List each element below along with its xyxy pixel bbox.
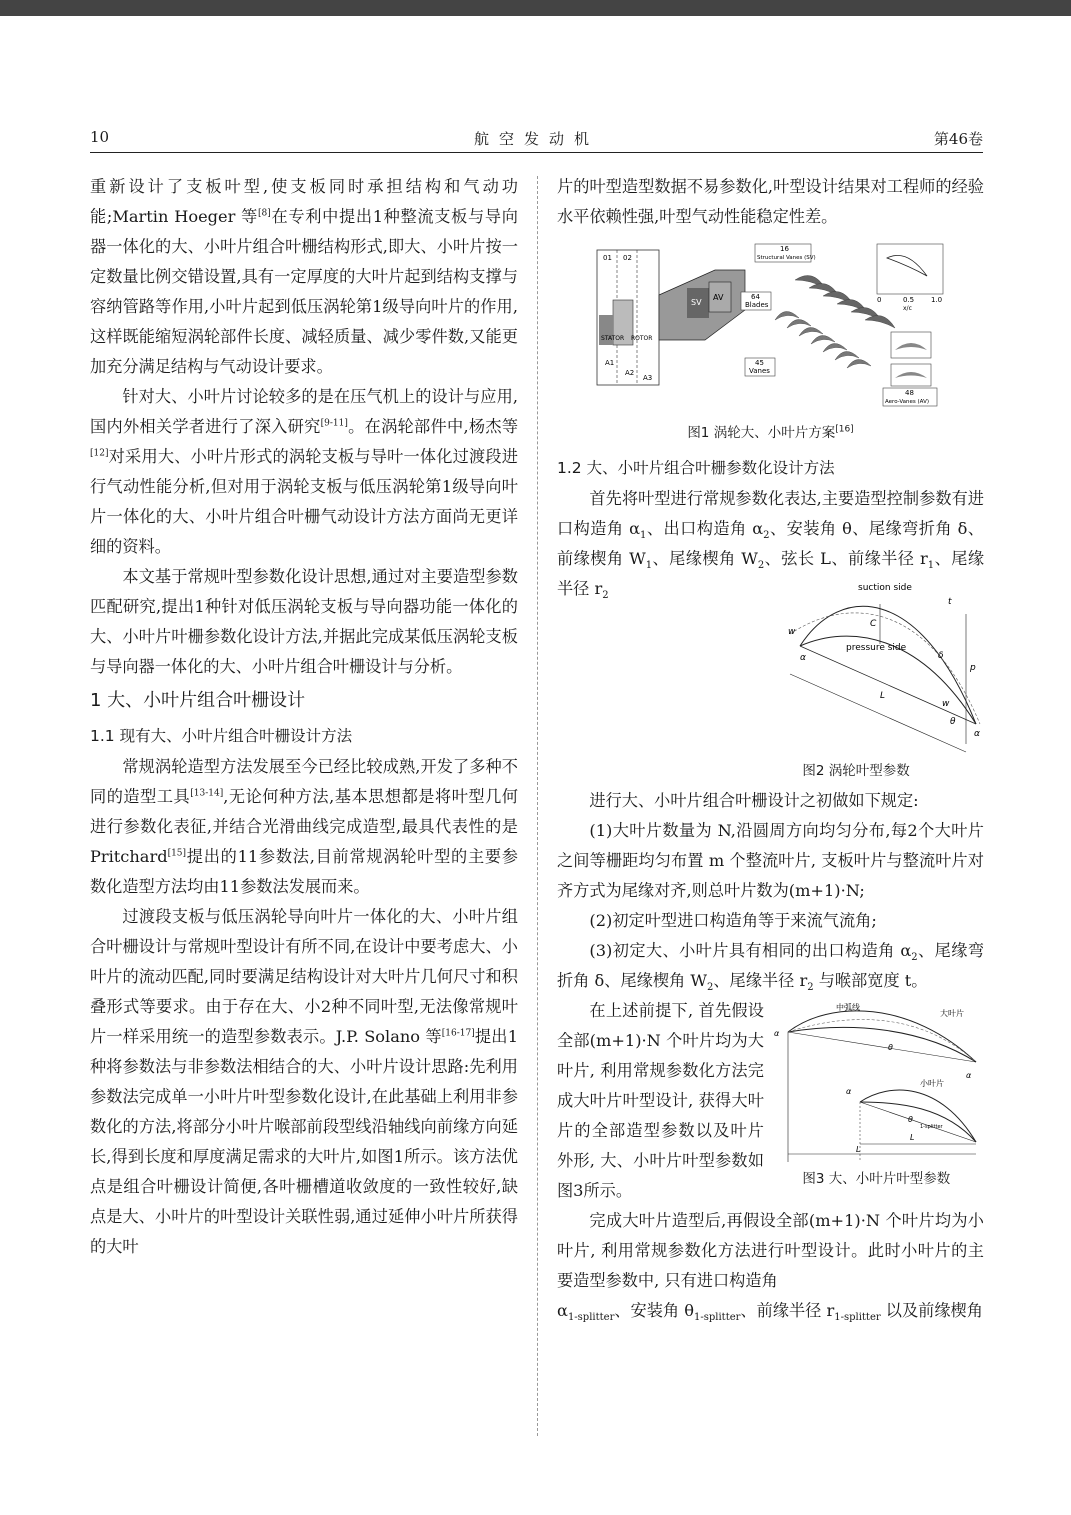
figure-3-drawing bbox=[770, 1002, 984, 1162]
figure-2-drawing bbox=[770, 574, 984, 754]
svg-text:α: α bbox=[800, 653, 806, 663]
svg-text:α: α bbox=[774, 1029, 780, 1038]
svg-text:A2: A2 bbox=[625, 369, 635, 377]
figure-3 bbox=[770, 1002, 984, 1194]
svg-text:α: α bbox=[846, 1087, 852, 1096]
svg-text:45: 45 bbox=[755, 359, 764, 367]
svg-text:θ: θ bbox=[888, 1043, 893, 1052]
top-scan-bar bbox=[0, 0, 1071, 16]
paragraph: (3)初定大、小叶片具有相同的出口构造角 $\alpha_2$、尾缘弯折角 δ、尾缘楔角 $W_2$、尾缘半径 $r_2$ 与喉部宽度 t。 bbox=[557, 941, 985, 994]
svg-text:pressure side: pressure side bbox=[846, 643, 907, 653]
svg-text:16: 16 bbox=[780, 245, 789, 253]
svg-text:STATOR: STATOR bbox=[601, 335, 625, 342]
subsection-heading: 1.2 大、小叶片组合叶栅参数化设计方法 bbox=[557, 459, 835, 477]
svg-text:0: 0 bbox=[877, 296, 882, 304]
svg-text:Structural Vanes (SV): Structural Vanes (SV) bbox=[757, 255, 816, 261]
svg-text:suction side: suction side bbox=[858, 583, 912, 593]
svg-text:C: C bbox=[870, 619, 877, 629]
page-number: 10 bbox=[90, 128, 110, 146]
svg-text:中弧线: 中弧线 bbox=[836, 1003, 860, 1012]
column-divider bbox=[537, 176, 538, 1436]
figure-3-caption: 图3 大、小叶片叶型参数 bbox=[802, 1171, 951, 1187]
paragraph: 针对大、小叶片讨论较多的是在压气机上的设计与应用,国内外相关学者进行了深入研究[9-11]。在涡轮部件中,杨杰等[12]对采用大、小叶片形式的涡轮支板与导叶一体化过渡段进行气动性能分析,但对用于涡轮支板与低压涡轮第1级导向叶片一体化的大、小叶片组合叶栅气动设计方法方面尚无更详细的资料。 bbox=[90, 387, 519, 556]
paragraph: 常规涡轮造型方法发展至今已经比较成熟,开发了多种不同的造型工具[13-14],无论何种方法,基本思想都是将叶型几何进行参数化表征,并结合光滑曲线完成造型,最具代表性的是 Pritchard[15]提出的11参数法,目前常规涡轮叶型的主要参数化造型方法均由11参数法发展而来。 bbox=[90, 757, 518, 896]
svg-text:L: L bbox=[856, 1145, 861, 1154]
svg-text:L: L bbox=[880, 691, 886, 701]
svg-text:01: 01 bbox=[603, 254, 612, 262]
svg-text:L: L bbox=[910, 1133, 915, 1142]
svg-text:t: t bbox=[948, 597, 952, 607]
svg-text:x/c: x/c bbox=[903, 305, 912, 312]
section-heading: 1 大、小叶片组合叶栅设计 bbox=[90, 690, 306, 711]
paragraph: (1)大叶片数量为 N,沿圆周方向均匀分布,每2个大叶片之间等栅距均匀布置 m 个整流叶片, 支板叶片与整流叶片对齐方式为尾缘对齐,则总叶片数为(m+1)·N; bbox=[557, 821, 984, 900]
paragraph: 进行大、小叶片组合叶栅设计之初做如下规定: bbox=[589, 791, 919, 810]
svg-text:02: 02 bbox=[623, 254, 632, 262]
paragraph: 首先将叶型进行常规参数化表达,主要造型控制参数有进口构造角 $\alpha_1$、出口构造角 $\alpha_2$、安装角 θ、尾缘弯折角 δ、前缘楔角 $W_1$、尾缘楔角 $W_2$、弦长 L、前缘半径 $r_1$、尾缘半径 $r_2$ suction side pressure side C t p δ w w L θ α α 图2 涡轮叶型参数 bbox=[557, 484, 984, 604]
svg-text:SV: SV bbox=[691, 298, 702, 307]
svg-text:1-splitter: 1-splitter bbox=[920, 1124, 943, 1130]
svg-text:48: 48 bbox=[905, 389, 914, 397]
figure-2 bbox=[770, 574, 984, 786]
svg-text:δ: δ bbox=[938, 651, 944, 661]
paragraph: 片的叶型造型数据不易参数化,叶型设计结果对工程师的经验水平依赖性强,叶型气动性能稳定性差。 bbox=[557, 177, 984, 226]
svg-text:64: 64 bbox=[751, 293, 760, 301]
svg-text:ROTOR: ROTOR bbox=[631, 335, 653, 342]
svg-text:A3: A3 bbox=[643, 374, 653, 382]
svg-text:AV: AV bbox=[713, 293, 724, 302]
paragraph: 中弧线 大叶片 小叶片 α α θ α θ L L 1-splitter 图3 大、小叶片叶型参数 在上述前提下, 首先假设全部(m+1)·N 个叶片均为大叶片, 利用常规参数化方法完成大叶片叶型设计, 获得大叶片的全部造型参数以及叶片外形, 大、小叶片叶型参数如图3所示。 bbox=[557, 996, 984, 1206]
svg-text:Blades: Blades bbox=[745, 301, 769, 309]
svg-text:w: w bbox=[788, 627, 796, 637]
svg-text:w: w bbox=[942, 699, 950, 709]
header-rule bbox=[90, 152, 983, 153]
svg-text:α: α bbox=[974, 729, 980, 739]
paragraph: 完成大叶片造型后,再假设全部(m+1)·N 个叶片均为小叶片, 利用常规参数化方法进行叶型设计。此时小叶片的主要造型参数中, 只有进口构造角 bbox=[557, 1211, 984, 1290]
svg-text:0.5: 0.5 bbox=[903, 296, 915, 304]
svg-text:θ: θ bbox=[950, 717, 956, 727]
journal-title: 航空发动机 bbox=[473, 130, 599, 148]
figure-2-caption: 图2 涡轮叶型参数 bbox=[802, 763, 910, 779]
svg-text:α: α bbox=[966, 1071, 972, 1080]
svg-text:θ: θ bbox=[908, 1115, 913, 1124]
svg-text:Vanes: Vanes bbox=[749, 367, 770, 375]
volume-label: 第46卷 bbox=[933, 130, 983, 148]
figure-1-caption: 图1 涡轮大、小叶片方案[16] bbox=[687, 424, 854, 441]
svg-text:p: p bbox=[970, 663, 976, 673]
right-column bbox=[557, 172, 984, 1326]
figure-1 bbox=[557, 232, 984, 452]
svg-text:大叶片: 大叶片 bbox=[940, 1009, 964, 1018]
subsection-heading: 1.1 现有大、小叶片组合叶栅设计方法 bbox=[90, 727, 353, 745]
left-column bbox=[90, 172, 518, 1262]
svg-text:Aero-Vanes (AV): Aero-Vanes (AV) bbox=[885, 399, 929, 405]
running-header bbox=[90, 128, 983, 152]
paragraph: 重新设计了支板叶型,使支板同时承担结构和气动功能;Martin Hoeger 等[8]在专利中提出1种整流支板与导向器一体化的大、小叶片组合叶栅结构形式,即大、小叶片按一定数量比例交错设置,具有一定厚度的大叶片起到结构支撑与容纳管路等作用,小叶片起到低压涡轮第1级导向叶片的作用,这样既能缩短涡轮部件长度、减轻质量、减少零件数,又能更加充分满足结构与气动设计要求。 bbox=[90, 177, 518, 376]
paragraph: 本文基于常规叶型参数化设计思想,通过对主要造型参数匹配研究,提出1种针对低压涡轮支板与导向器功能一体化的大、小叶片叶栅参数化设计方法,并据此完成某低压涡轮支板与导向器一体化的大、小叶片组合叶栅设计与分析。 bbox=[90, 567, 518, 676]
svg-text:1.0: 1.0 bbox=[931, 296, 943, 304]
paragraph: $\alpha_{1-splitter}$、安装角 $\theta_{1-splitter}$、前缘半径 $r_{1-splitter}$ 以及前缘楔角 bbox=[557, 1301, 983, 1324]
figure-1-drawing bbox=[595, 240, 945, 410]
paragraph: (2)初定叶型进口构造角等于来流气流角; bbox=[589, 911, 877, 930]
svg-text:小叶片: 小叶片 bbox=[920, 1079, 944, 1088]
paragraph: 过渡段支板与低压涡轮导向叶片一体化的大、小叶片组合叶栅设计与常规叶型设计有所不同,在设计中要考虑大、小叶片的流动匹配,同时要满足结构设计对大叶片几何尺寸和积叠形式等要求。由于存在大、小2种不同叶型,无法像常规叶片一样采用统一的造型参数表示。J.P. Solano 等[16-17]提出1种将参数法与非参数法相结合的大、小叶片设计思路:先利用参数法完成单一小叶片叶型参数化设计,在此基础上利用非参数化的方法,将部分小叶片喉部前段型线沿轴线向前缘方向延长,得到长度和厚度满足需求的大叶片,如图1所示。该方法优点是组合叶栅设计简便,各叶栅槽道收敛度的一致性较好,缺点是大、小叶片的叶型设计关联性弱,通过延伸小叶片所获得的大叶 bbox=[90, 907, 518, 1256]
svg-text:A1: A1 bbox=[605, 359, 615, 367]
